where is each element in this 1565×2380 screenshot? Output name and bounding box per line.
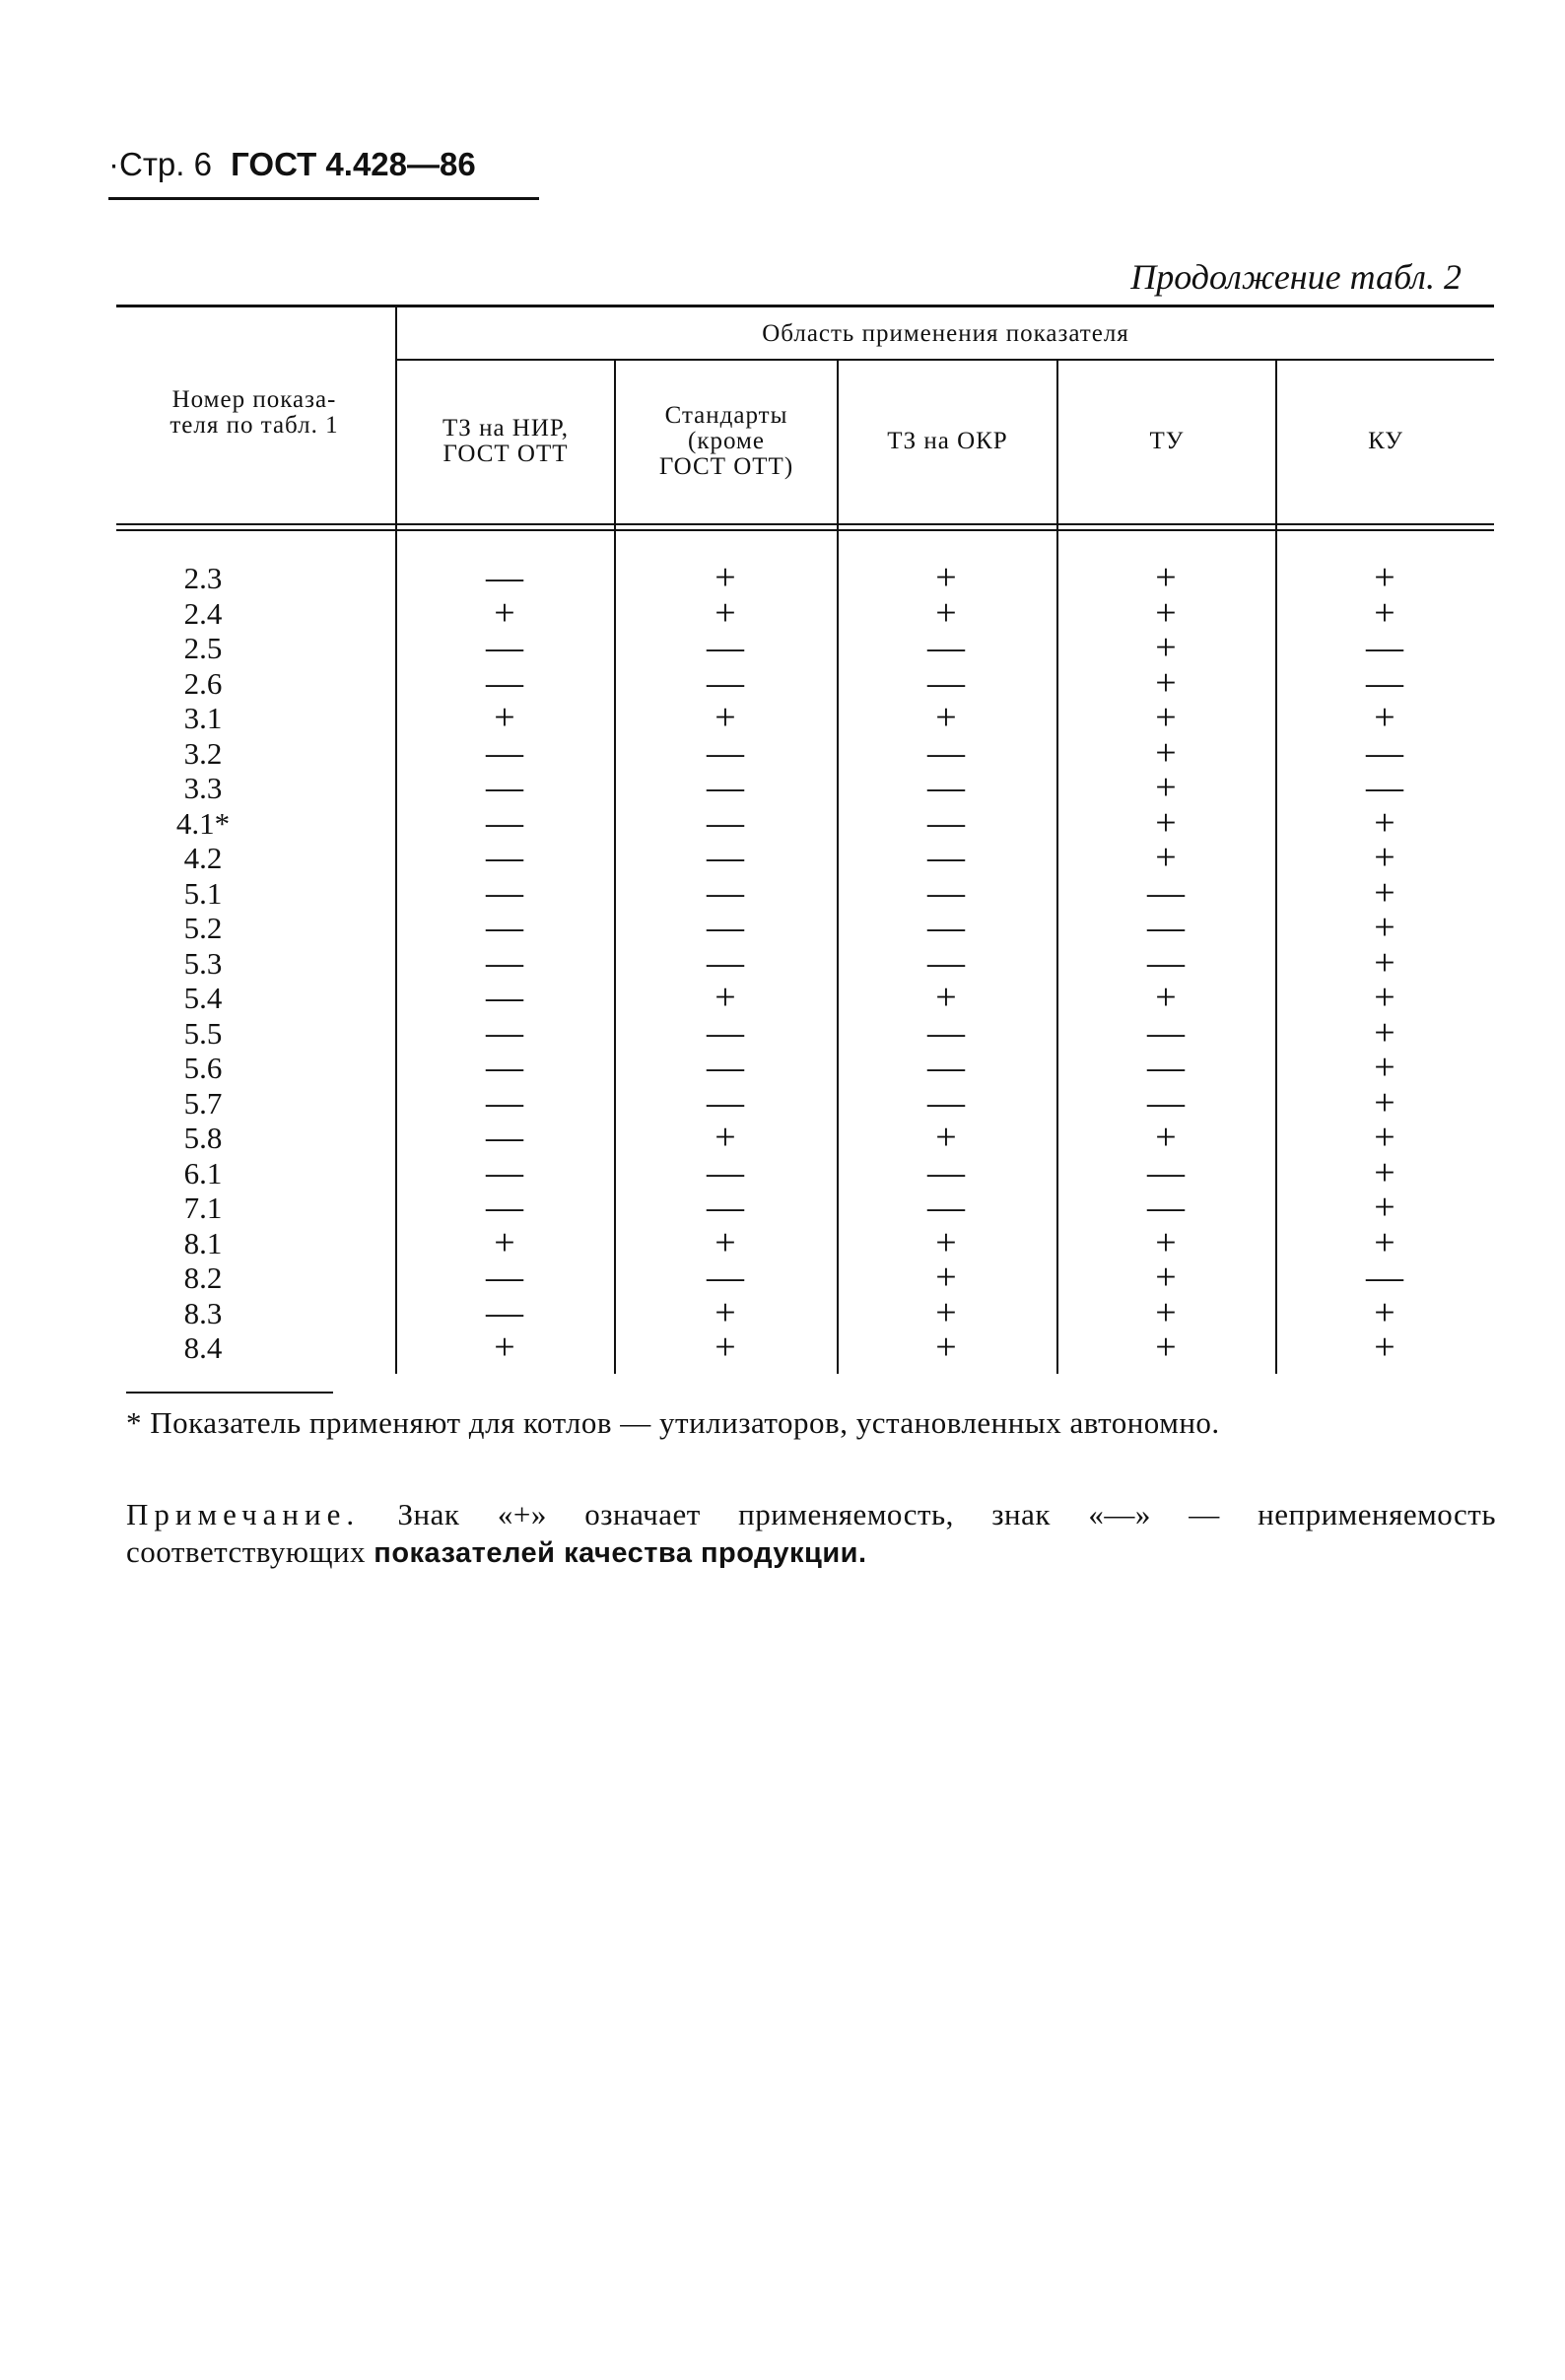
note-text: Знак «+» означает применяемость, знак «—» — неприменяемость соответствующих — [126, 1497, 1496, 1569]
indicator-number: 6.1 — [183, 1155, 223, 1190]
applicability-mark: + — [714, 1221, 736, 1263]
applicability-mark: — — [1147, 907, 1185, 948]
applicability-mark: — — [486, 557, 523, 598]
applicability-mark: — — [486, 871, 523, 914]
indicator-number: 3.2 — [183, 735, 223, 771]
applicability-mark: — — [486, 731, 523, 774]
indicator-number: 5.6 — [183, 1051, 223, 1085]
applicability-mark: + — [714, 697, 736, 738]
applicability-mark: — — [486, 1187, 523, 1228]
applicability-mark: + — [935, 1221, 957, 1263]
applicability-mark: + — [1374, 1326, 1395, 1368]
applicability-mark: — — [1366, 661, 1403, 704]
standard-number: ГОСТ 4.428—86 — [231, 146, 476, 182]
applicability-mark: — — [1147, 871, 1185, 914]
applicability-mark: — — [486, 1011, 523, 1054]
indicator-number: 4.2 — [183, 841, 223, 875]
applicability-mark: — — [486, 661, 523, 704]
applicability-mark: + — [1374, 871, 1395, 914]
applicability-mark: — — [1366, 731, 1403, 774]
table-row — [116, 1326, 1494, 1368]
applicability-mark: — — [707, 1257, 744, 1298]
applicability-mark: + — [494, 697, 515, 738]
table-row — [116, 1011, 1494, 1054]
applicability-mark: — — [486, 941, 523, 984]
applicability-mark: + — [1374, 557, 1395, 598]
applicability-mark: — — [927, 801, 965, 844]
applicability-mark: + — [714, 1117, 736, 1158]
indicator-number: 2.3 — [183, 561, 223, 595]
applicability-mark: — — [707, 731, 744, 774]
applicability-mark: + — [494, 591, 515, 634]
applicability-mark: + — [1374, 1011, 1395, 1054]
applicability-mark: — — [486, 1047, 523, 1088]
applicability-mark: — — [1366, 1257, 1403, 1298]
applicability-mark: — — [707, 1187, 744, 1228]
page-header — [108, 146, 476, 183]
applicability-mark: + — [1374, 1291, 1395, 1333]
applicability-mark: + — [1374, 1221, 1395, 1263]
table-row — [116, 627, 1494, 668]
table-row — [116, 1117, 1494, 1158]
applicability-mark: + — [1374, 1047, 1395, 1088]
row-number-header-line2: теля по табл. 1 — [170, 412, 339, 439]
applicability-mark: — — [486, 837, 523, 878]
applicability-mark: + — [494, 1326, 515, 1368]
applicability-mark: + — [1155, 1291, 1177, 1333]
applicability-mark: — — [486, 1081, 523, 1123]
header-bottom-rule-2 — [116, 529, 1494, 531]
indicator-number: 8.2 — [183, 1260, 223, 1295]
applicability-mark: — — [927, 907, 965, 948]
indicator-number: 5.4 — [183, 981, 223, 1015]
applicability-mark: — — [707, 661, 744, 704]
page-number: ·Стр. 6 — [108, 146, 212, 182]
table-row — [116, 661, 1494, 704]
applicability-mark: + — [1374, 1081, 1395, 1123]
indicator-number: 3.3 — [183, 771, 223, 805]
table-row — [116, 907, 1494, 948]
applicability-mark: — — [707, 837, 744, 878]
applicability-mark: + — [935, 977, 957, 1018]
applicability-mark: — — [927, 871, 965, 914]
applicability-mark: — — [927, 1151, 965, 1193]
applicability-mark: — — [1147, 1187, 1185, 1228]
column-header-ku — [1277, 362, 1494, 521]
applicability-mark: — — [707, 907, 744, 948]
applicability-mark: + — [1374, 1187, 1395, 1228]
applicability-mark: + — [494, 1221, 515, 1263]
applicability-table — [116, 305, 1494, 1374]
applicability-mark: — — [486, 627, 523, 668]
table-row — [116, 767, 1494, 808]
applicability-mark: + — [1155, 731, 1177, 774]
table-row — [116, 557, 1494, 598]
indicator-number: 5.7 — [183, 1085, 223, 1121]
indicator-number: 7.1 — [183, 1190, 223, 1225]
column-header-tz-nir — [397, 362, 614, 521]
column-header-tz-okr — [839, 362, 1056, 521]
applicability-mark: + — [1374, 837, 1395, 878]
applicability-mark: + — [714, 591, 736, 634]
applicability-mark: + — [1374, 801, 1395, 844]
table-row — [116, 1081, 1494, 1123]
applicability-mark: + — [1155, 1257, 1177, 1298]
column-header-line: ТУ — [1149, 427, 1185, 454]
table-row — [116, 591, 1494, 634]
applicability-mark: — — [1147, 1081, 1185, 1123]
applicability-mark: — — [927, 661, 965, 704]
applicability-mark: — — [1147, 1151, 1185, 1193]
indicator-number: 2.4 — [183, 595, 223, 631]
table-row — [116, 1291, 1494, 1333]
note-label: Примечание. — [126, 1497, 361, 1531]
applicability-mark: + — [714, 1291, 736, 1333]
applicability-mark: — — [486, 801, 523, 844]
indicator-number: 5.8 — [183, 1121, 223, 1155]
applicability-mark: + — [1155, 1326, 1177, 1368]
applicability-mark: — — [486, 1151, 523, 1193]
indicator-number: 8.3 — [183, 1295, 223, 1330]
table-row — [116, 1221, 1494, 1263]
applicability-mark: — — [1147, 1047, 1185, 1088]
applicability-mark: — — [927, 1187, 965, 1228]
applicability-mark: + — [714, 557, 736, 598]
indicator-number: 5.5 — [183, 1015, 223, 1051]
applicability-mark: — — [927, 837, 965, 878]
column-header-line: (кроме — [688, 427, 765, 454]
note-text-bold: показателей качества продукции. — [374, 1537, 867, 1569]
column-header-line: ГОСТ ОТТ) — [658, 453, 794, 481]
applicability-mark: — — [927, 767, 965, 808]
table-row — [116, 977, 1494, 1018]
applicability-mark: — — [707, 627, 744, 668]
note — [126, 1496, 1496, 1572]
applicability-mark: — — [707, 871, 744, 914]
table-row — [116, 731, 1494, 774]
footnote: * Показатель применяют для котлов — утилизаторов, установленных автономно. — [126, 1405, 1220, 1440]
applicability-mark: — — [707, 941, 744, 984]
applicability-mark: — — [707, 1151, 744, 1193]
indicator-number: 5.3 — [183, 945, 223, 981]
table-row — [116, 1257, 1494, 1298]
applicability-mark: + — [1155, 697, 1177, 738]
applicability-mark: + — [935, 1326, 957, 1368]
footnote-rule — [126, 1392, 333, 1394]
applicability-mark: — — [927, 627, 965, 668]
applicability-mark: + — [1155, 661, 1177, 704]
applicability-mark: + — [1374, 1151, 1395, 1193]
table-row — [116, 1151, 1494, 1193]
applicability-mark: — — [927, 1011, 965, 1054]
table-row — [116, 697, 1494, 738]
table-row — [116, 1047, 1494, 1088]
applicability-mark: + — [1155, 801, 1177, 844]
applicability-mark: — — [1147, 1011, 1185, 1054]
column-header-tu — [1058, 362, 1275, 521]
group-header — [397, 310, 1494, 358]
group-header-rule — [396, 359, 1494, 361]
applicability-mark: — — [486, 977, 523, 1018]
applicability-mark: — — [927, 731, 965, 774]
table-continuation-label: Продолжение табл. 2 — [1130, 257, 1462, 297]
applicability-mark: — — [707, 1047, 744, 1088]
applicability-mark: — — [486, 1257, 523, 1298]
header-bottom-rule-1 — [116, 523, 1494, 525]
column-header-line: ТЗ на НИР, — [442, 414, 569, 442]
applicability-mark: + — [1155, 1117, 1177, 1158]
applicability-mark: — — [1366, 767, 1403, 808]
row-number-header — [116, 364, 392, 462]
table-row — [116, 801, 1494, 844]
column-header-line: ГОСТ ОТТ — [442, 441, 569, 467]
applicability-mark: — — [707, 1011, 744, 1054]
indicator-number: 8.1 — [183, 1225, 223, 1260]
table-row — [116, 837, 1494, 878]
indicator-number: 4.1* — [175, 805, 231, 841]
table-row — [116, 871, 1494, 914]
applicability-mark: — — [486, 767, 523, 808]
applicability-mark: + — [935, 591, 957, 634]
applicability-mark: — — [927, 1047, 965, 1088]
applicability-mark: + — [1155, 591, 1177, 634]
applicability-mark: + — [1374, 697, 1395, 738]
applicability-mark: — — [486, 1117, 523, 1158]
applicability-mark: — — [927, 1081, 965, 1123]
indicator-number: 2.5 — [183, 631, 223, 665]
applicability-mark: + — [935, 1117, 957, 1158]
column-header-standards — [616, 362, 837, 521]
applicability-mark: — — [1147, 941, 1185, 984]
table-row — [116, 941, 1494, 984]
applicability-mark: — — [707, 1081, 744, 1123]
applicability-mark: + — [935, 697, 957, 738]
applicability-mark: + — [935, 1257, 957, 1298]
column-header-line: КУ — [1368, 427, 1403, 454]
applicability-mark: + — [1155, 1221, 1177, 1263]
applicability-mark: + — [1155, 767, 1177, 808]
row-number-header-line1: Номер показа- — [171, 385, 337, 413]
applicability-mark: + — [1374, 907, 1395, 948]
indicator-number: 5.2 — [183, 911, 223, 945]
applicability-mark: + — [1374, 591, 1395, 634]
indicator-number: 3.1 — [183, 701, 223, 735]
applicability-mark: — — [927, 941, 965, 984]
indicator-number: 2.6 — [183, 665, 223, 701]
applicability-mark: + — [1374, 1117, 1395, 1158]
indicator-number: 5.1 — [183, 875, 223, 911]
applicability-mark: + — [714, 977, 736, 1018]
table-row — [116, 1187, 1494, 1228]
applicability-mark: + — [1374, 941, 1395, 984]
applicability-mark: — — [707, 801, 744, 844]
applicability-mark: + — [714, 1326, 736, 1368]
applicability-mark: — — [707, 767, 744, 808]
applicability-mark: + — [935, 1291, 957, 1333]
applicability-mark: + — [1374, 977, 1395, 1018]
column-header-line: Стандарты — [664, 401, 788, 429]
header-underline — [108, 197, 539, 200]
applicability-mark: + — [1155, 977, 1177, 1018]
applicability-mark: — — [486, 907, 523, 948]
applicability-mark: + — [1155, 837, 1177, 878]
applicability-mark: + — [1155, 557, 1177, 598]
applicability-mark: + — [1155, 627, 1177, 668]
table-top-rule — [116, 305, 1494, 307]
applicability-mark: — — [486, 1291, 523, 1333]
applicability-mark: — — [1366, 627, 1403, 668]
applicability-mark: + — [935, 557, 957, 598]
indicator-number: 8.4 — [183, 1330, 223, 1365]
group-header-text: Область применения показателя — [762, 319, 1129, 347]
column-header-line: ТЗ на ОКР — [887, 427, 1008, 454]
